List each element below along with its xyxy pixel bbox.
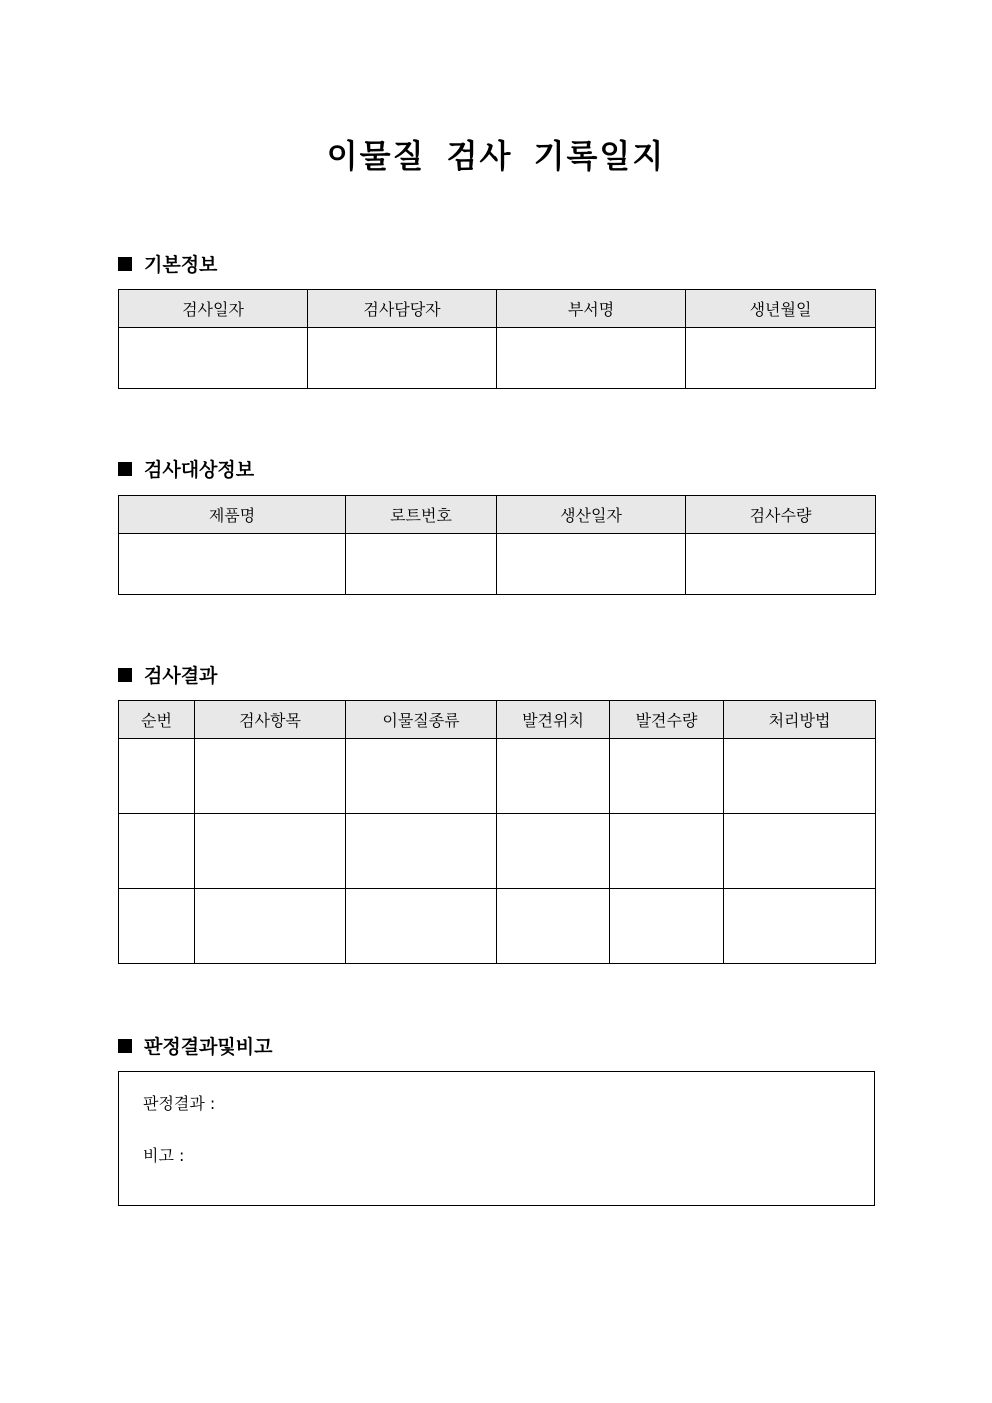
treatment-method-cell[interactable]: [724, 889, 876, 964]
basic-info-table: [118, 289, 876, 389]
inspection-item-cell[interactable]: [195, 889, 346, 964]
judgment-result-label: 판정결과 :: [143, 1094, 216, 1113]
column-header-sequence: 순번: [119, 701, 195, 739]
production-date-cell[interactable]: [497, 534, 686, 595]
table-row: [119, 889, 876, 964]
column-header-inspector: 검사담당자: [308, 290, 497, 328]
section-heading-judgment: [118, 1034, 272, 1060]
sequence-cell[interactable]: [119, 889, 195, 964]
inspection-item-cell[interactable]: [195, 739, 346, 814]
section-heading-basic: [118, 252, 217, 278]
found-quantity-cell[interactable]: [610, 889, 724, 964]
column-header-lot-number: 로트번호: [346, 496, 497, 534]
found-quantity-cell[interactable]: [610, 814, 724, 889]
table-header-row: [119, 496, 876, 534]
treatment-method-cell[interactable]: [724, 814, 876, 889]
column-header-foreign-matter-type: 이물질종류: [346, 701, 497, 739]
treatment-method-cell[interactable]: [724, 739, 876, 814]
section-heading-basic-label: 기본정보: [144, 254, 218, 276]
table-row: [119, 814, 876, 889]
target-info-table: [118, 495, 876, 595]
product-name-cell[interactable]: [119, 534, 346, 595]
inspection-results-table: [118, 700, 876, 964]
section-heading-results-label: 검사결과: [144, 665, 218, 687]
foreign-matter-type-cell[interactable]: [346, 739, 497, 814]
column-header-treatment-method: 처리방법: [724, 701, 876, 739]
birth-date-cell[interactable]: [686, 328, 876, 389]
sequence-cell[interactable]: [119, 739, 195, 814]
document-title: 이물질 검사 기록일지: [326, 137, 666, 175]
foreign-matter-type-cell[interactable]: [346, 814, 497, 889]
judgment-remarks-box[interactable]: [118, 1071, 875, 1206]
department-cell[interactable]: [497, 328, 686, 389]
table-header-row: [119, 701, 876, 739]
lot-number-cell[interactable]: [346, 534, 497, 595]
section-heading-target-label: 검사대상정보: [144, 459, 255, 481]
table-row: [119, 739, 876, 814]
column-header-inspection-item: 검사항목: [195, 701, 346, 739]
foreign-matter-type-cell[interactable]: [346, 889, 497, 964]
inspector-cell[interactable]: [308, 328, 497, 389]
sequence-cell[interactable]: [119, 814, 195, 889]
remarks-label: 비고 :: [143, 1146, 185, 1165]
inspection-date-cell[interactable]: [119, 328, 308, 389]
section-heading-target: [118, 457, 254, 483]
column-header-product-name: 제품명: [119, 496, 346, 534]
column-header-production-date: 생산일자: [497, 496, 686, 534]
column-header-found-location: 발견위치: [497, 701, 610, 739]
column-header-birth-date: 생년월일: [686, 290, 876, 328]
section-heading-results: [118, 663, 217, 689]
found-location-cell[interactable]: [497, 739, 610, 814]
table-header-row: [119, 290, 876, 328]
column-header-inspection-quantity: 검사수량: [686, 496, 876, 534]
square-bullet-icon: [118, 668, 132, 682]
found-location-cell[interactable]: [497, 889, 610, 964]
inspection-item-cell[interactable]: [195, 814, 346, 889]
square-bullet-icon: [118, 462, 132, 476]
column-header-department: 부서명: [497, 290, 686, 328]
column-header-found-quantity: 발견수량: [610, 701, 724, 739]
section-heading-judgment-label: 판정결과및비고: [144, 1036, 273, 1058]
square-bullet-icon: [118, 1039, 132, 1053]
inspection-quantity-cell[interactable]: [686, 534, 876, 595]
column-header-inspection-date: 검사일자: [119, 290, 308, 328]
found-location-cell[interactable]: [497, 814, 610, 889]
table-row: [119, 534, 876, 595]
table-row: [119, 328, 876, 389]
found-quantity-cell[interactable]: [610, 739, 724, 814]
square-bullet-icon: [118, 257, 132, 271]
